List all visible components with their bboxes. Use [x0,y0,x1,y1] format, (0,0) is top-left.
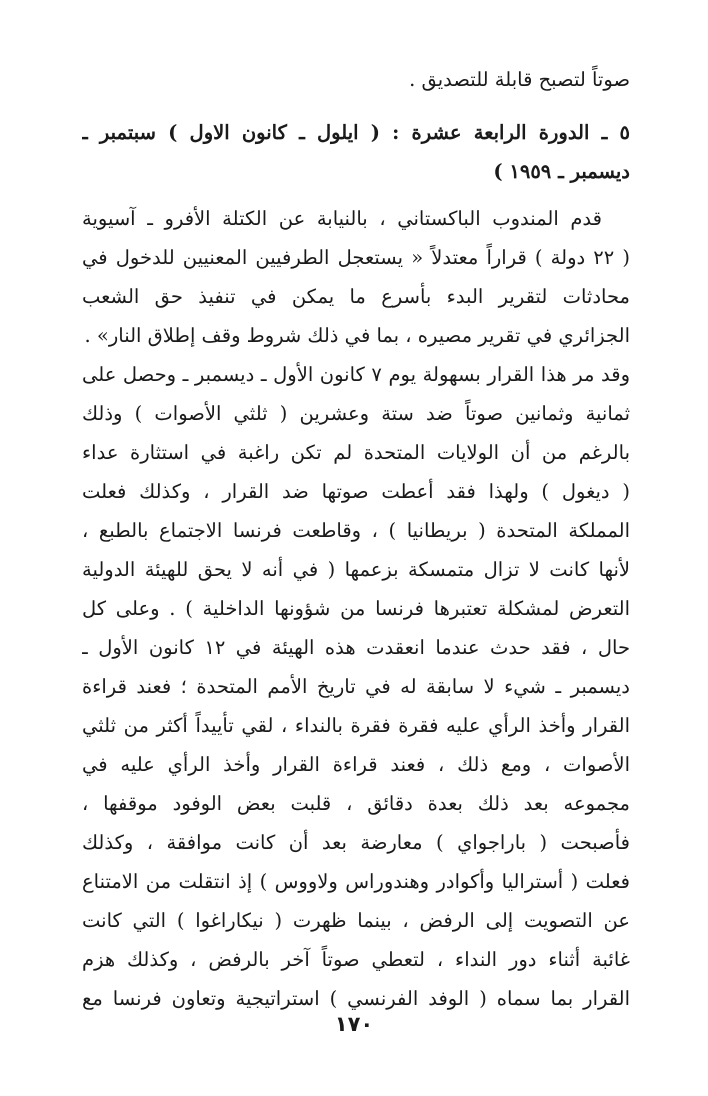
text-line: الأصوات ، ومع ذلك ، فعند قراءة القرار وأخذ الرأي عليه في [82,753,630,776]
page-number: ١٧٠ [334,1012,374,1036]
text-line: ديسمبر ـ شيء لا سابقة له في تاريخ الأمم المتحدة ؛ فعند قراءة [82,675,630,698]
spacer [82,99,630,113]
text-line: مجموعه بعد ذلك بعدة دقائق ، قلبت بعض الوفود موقفها ، [82,792,630,815]
text-line: الجزائري في تقرير مصيره ، بما في ذلك شروط وقف إطلاق النار» . [84,324,630,347]
text-line: القرار بما سماه ( الوفد الفرنسي ) استراتيجية وتعاون فرنسا مع [82,987,630,1010]
text-line: ( ديغول ) ولهذا فقد أعطت صوتها ضد القرار ، وكذلك فعلت [82,480,630,503]
text-line: قدم المندوب الباكستاني ، بالنيابة عن الكتلة الأفرو ـ آسيوية [82,207,602,230]
text-line: لأنها كانت لا تزال متمسكة بزعمها ( في أنه لا يحق للهيئة الدولية [82,558,630,581]
text-line: بالرغم من أن الولايات المتحدة لم تكن راغبة في استثارة عداء [82,441,630,464]
text-line: التعرض لمشكلة تعتبرها فرنسا من شؤونها الداخلية ) . وعلى كل [82,597,630,620]
book-page [82,60,630,1018]
spacer [82,191,630,199]
paragraph-2 [82,355,630,1018]
text-line: محادثات لتقرير البدء بأسرع ما يمكن في تنفيذ حق الشعب [82,285,630,308]
section-heading [82,113,630,191]
heading-line: ديسمبر ـ ١٩٥٩ ) [493,160,630,183]
text-line: فأصبحت ( باراجواي ) معارضة بعد أن كانت موافقة ، وكذلك [82,831,630,854]
text-line: فعلت ( أستراليا وأكوادر وهندوراس ولاووس ) إذ انتقلت من الامتناع [82,870,630,893]
text-line: المملكة المتحدة ( بريطانيا ) ، وقاطعت فرنسا الاجتماع بالطبع ، [82,519,630,542]
heading-line: ٥ ـ الدورة الرابعة عشرة : ( ايلول ـ كانون الاول ) سبتمبر ـ [82,121,630,144]
text-line: صوتاً لتصبح قابلة للتصديق . [409,68,630,91]
text-line: عن التصويت إلى الرفض ، بينما ظهرت ( نيكاراغوا ) التي كانت [82,909,630,932]
text-line: ( ٢٢ دولة ) قراراً معتدلاً « يستعجل الطرفيين المعنيين للدخول في [82,246,630,269]
text-line: غائبة أثناء دور النداء ، لتعطي صوتاً آخر بالرفض ، وكذلك هزم [82,948,630,971]
text-line: وقد مر هذا القرار بسهولة يوم ٧ كانون الأول ـ ديسمبر ـ وحصل على [82,363,630,386]
text-line: القرار وأخذ الرأي عليه فقرة فقرة بالنداء ، لقي تأييداً أكثر من ثلثي [82,714,630,737]
text-line: حال ، فقد حدث عندما انعقدت هذه الهيئة في ١٢ كانون الأول ـ [82,636,630,659]
paragraph-1 [82,199,630,355]
text-line: ثمانية وثمانين صوتاً ضد ستة وعشرين ( ثلثي الأصوات ) وذلك [82,402,630,425]
